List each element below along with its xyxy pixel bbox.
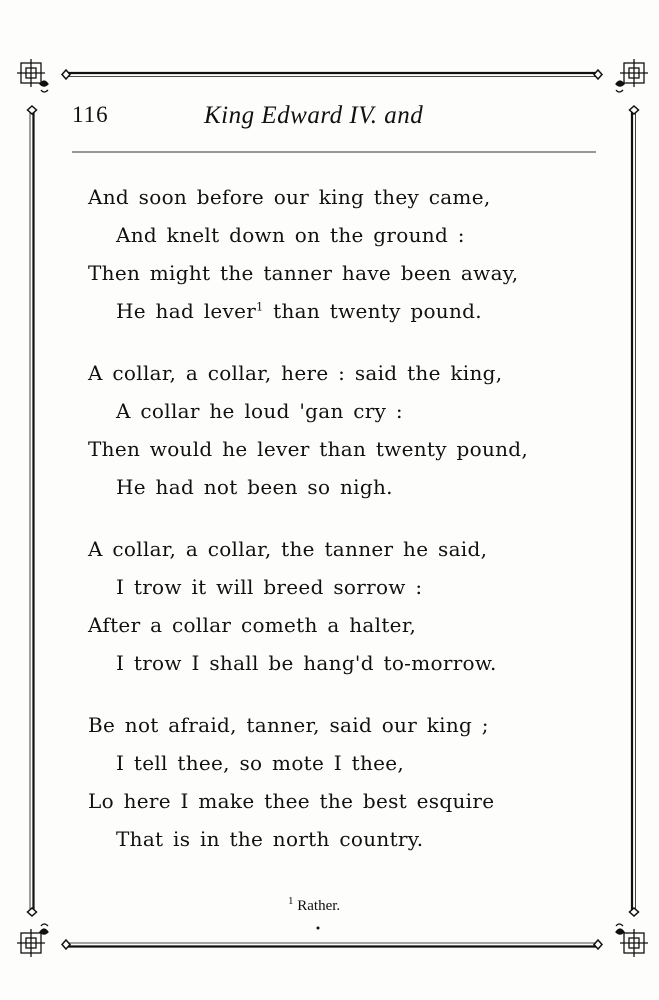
poem-line: A collar he loud 'gan cry : [116,399,403,423]
stanza [88,706,588,858]
poem-line-text: than twenty pound. [263,299,482,323]
poem-line-text: He had lever [116,299,257,323]
stanza [88,178,588,330]
page-number: 116 [72,102,109,127]
poem-line: Then would he lever than twenty pound, [88,437,529,461]
running-head: King Edward IV. and [204,102,424,129]
footnote-reference: 1 [256,300,264,314]
poem-line: I tell thee, so mote I thee, [116,751,405,775]
stanza [88,530,588,682]
poem-line: After a collar cometh a halter, [88,613,417,637]
corner-ornament-top-right-icon [616,59,648,92]
footnote [288,895,341,915]
poem-line: Then might the tanner have been away, [88,261,519,285]
poem-line: And knelt down on the ground : [116,223,465,247]
poem-line [88,292,588,330]
poem-line: I trow I shall be hang'd to-morrow. [116,651,497,675]
poem-line: A collar, a collar, the tanner he said, [88,537,488,561]
footnote-marker: 1 [288,895,294,907]
corner-ornament-top-left-icon [17,59,48,92]
poem-body [88,178,588,882]
footnote-text: Rather. [293,898,341,914]
corner-ornament-bottom-right-icon [616,924,648,957]
poem-line: And soon before our king they came, [88,185,491,209]
poem-line: He had not been so nigh. [116,475,393,499]
corner-ornament-bottom-left-icon [17,924,48,957]
poem-line: That is in the north country. [116,827,424,851]
poem-line: I trow it will breed sorrow : [116,575,423,599]
poem-line: Lo here I make thee the best esquire [88,789,495,813]
poem-line: A collar, a collar, here : said the king, [88,361,503,385]
page-header [72,102,596,136]
stanza [88,354,588,506]
poem-line: Be not afraid, tanner, said our king ; [88,713,489,737]
